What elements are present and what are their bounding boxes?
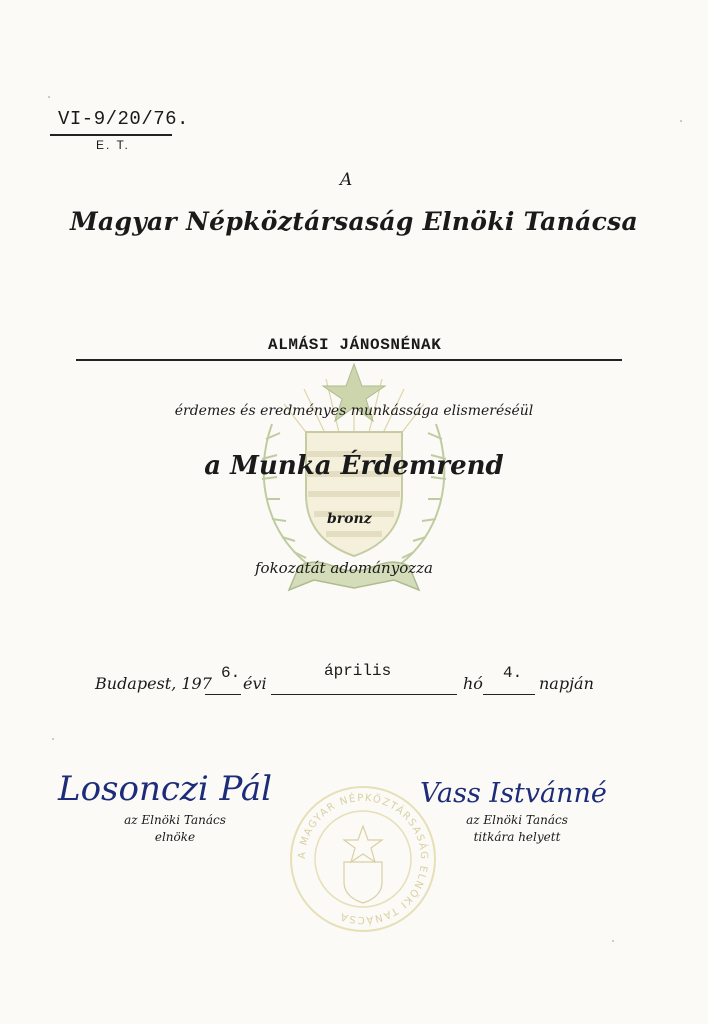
signatory-left-role-line1: az Elnöki Tanács [124,813,226,827]
date-year-suffix: évi [243,674,267,693]
reference-number: VI-9/20/76. [58,108,189,130]
date-year-digit: 6. [221,664,241,682]
svg-text:Vass Istvánné: Vass Istvánné [420,778,607,809]
signatory-right-role [442,812,592,846]
issuer-preposition: A [340,170,353,190]
svg-text:Losonczi Pál: Losonczi Pál [58,769,272,809]
reference-code: E. T. [96,138,130,152]
date-place: Budapest, 197 [95,674,212,693]
date-day-suffix: napján [539,674,594,693]
date-day-label: hó [463,674,483,693]
award-grade: bronz [327,511,372,527]
signatory-left-role-line2: elnöke [154,830,196,844]
paper-fleck [612,940,614,942]
date-month: április [324,662,392,680]
issuer-heading: Magyar Népköztársaság Elnöki Tanácsa [69,207,639,236]
paper-fleck [48,96,50,98]
paper-fleck [680,120,682,122]
award-reason: érdemes és eredményes munkássága elismeréséül [174,403,534,419]
seal-text: A MAGYAR NÉPKÖZTÁRSASÁG ELNÖKI TANÁCSA [296,792,430,926]
date-day: 4. [503,664,523,682]
award-verb: fokozatát adományozza [255,559,433,577]
signature-right [418,768,634,816]
paper-fleck [52,738,54,740]
award-title: a Munka Érdemrend [204,451,504,481]
signatory-right-role-line2: titkára helyett [473,830,561,844]
date-line [95,662,615,702]
recipient-underline [76,359,622,361]
signatory-left-role [100,812,250,846]
recipient-name: ALMÁSI JÁNOSNÉNAK [268,336,442,354]
reference-underline [50,134,172,136]
embossed-seal [288,784,438,934]
signature-left [56,760,286,812]
signatory-right-role-line1: az Elnöki Tanács [466,813,568,827]
